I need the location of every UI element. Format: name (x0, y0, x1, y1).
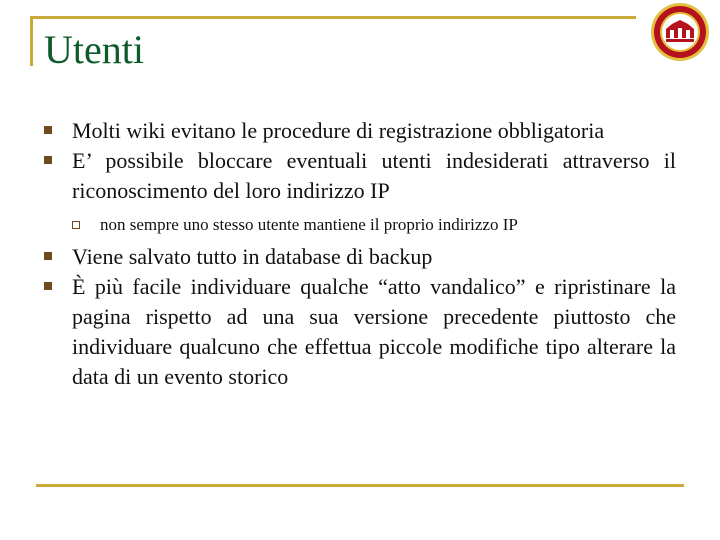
bottom-divider (36, 484, 684, 487)
bullet-item (44, 272, 676, 392)
bullet-text: È più facile individuare qualche “atto vandalico” e ripristinare la pagina rispetto ad una sua versione precedente piuttosto che individuare qualcuno che effettua piccole modifiche tipo alterare la data di un evento storico (72, 274, 676, 389)
square-bullet-icon (44, 156, 52, 164)
title-frame-left-line (30, 16, 33, 66)
university-seal-icon (650, 2, 710, 62)
hollow-square-bullet-icon (72, 221, 80, 229)
sub-bullet-text: non sempre uno stesso utente mantiene il proprio indirizzo IP (100, 215, 518, 234)
bullet-item (44, 146, 676, 206)
bullet-item (44, 242, 676, 272)
square-bullet-icon (44, 282, 52, 290)
bullet-text: Viene salvato tutto in database di backup (72, 244, 433, 269)
bullet-list (44, 116, 676, 392)
title-frame-top-line (30, 16, 636, 19)
sub-bullet-item (72, 212, 676, 238)
bullet-text: Molti wiki evitano le procedure di registrazione obbligatoria (72, 118, 605, 143)
bullet-item (44, 116, 676, 146)
slide-title: Utenti (44, 27, 144, 72)
bullet-text: E’ possibile bloccare eventuali utenti indesiderati attraverso il riconoscimento del loro indirizzo IP (72, 148, 676, 203)
square-bullet-icon (44, 252, 52, 260)
square-bullet-icon (44, 126, 52, 134)
